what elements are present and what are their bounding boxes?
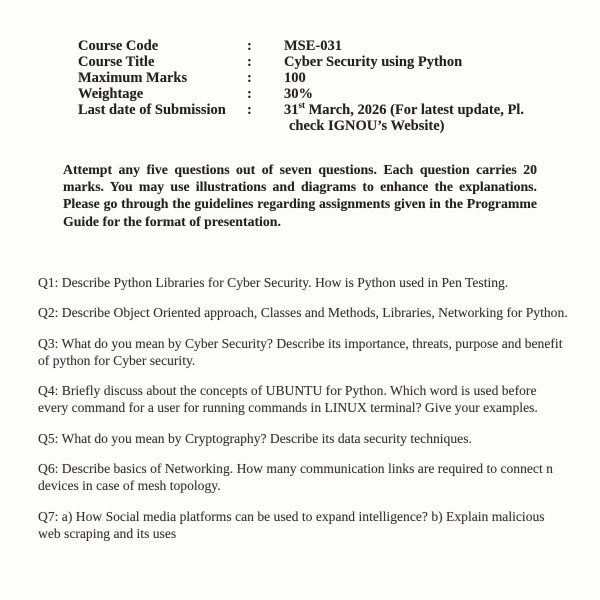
question-6: Q6: Describe basics of Networking. How many communication links are required to connect n devices in case of mesh topology.: [38, 461, 553, 494]
question-4: Q4: Briefly discuss about the concepts of UBUNTU for Python. Which word is used before every command for a user for running commands in LINUX terminal? Give your examples.: [38, 383, 538, 416]
submission-date-value: [284, 102, 558, 134]
weightage-label: Weightage: [78, 86, 144, 102]
course-info-block: [78, 38, 558, 134]
weightage-value: 30%: [284, 86, 313, 102]
submission-date-day: 31: [284, 102, 299, 118]
course-title-label: Course Title: [78, 54, 155, 70]
separator-colon: :: [247, 86, 252, 102]
maximum-marks-label: Maximum Marks: [78, 70, 188, 86]
question-1: Q1: Describe Python Libraries for Cyber Security. How is Python used in Pen Testing.: [38, 275, 509, 290]
course-info-row: [78, 70, 558, 86]
instructions-paragraph: Attempt any five questions out of seven questions. Each question carries 20 marks. You may use illustrations and diagrams to enhance the explanations. Please go through the guidelines regarding assignments given in the Programme Guide for the format of presentation.: [63, 162, 537, 229]
submission-date-ordinal: st: [298, 100, 305, 111]
question-7: Q7: a) How Social media platforms can be used to expand intelligence? b) Explain malicious web scraping and its uses: [38, 508, 545, 541]
question-5: Q5: What do you mean by Cryptography? Describe its data security techniques.: [38, 430, 472, 446]
course-title-value: Cyber Security using Python: [284, 54, 463, 70]
submission-date-rest: March, 2026 (For latest update, Pl.: [305, 102, 524, 118]
question-3: Q3: What do you mean by Cyber Security? Describe its importance, threats, purpose and benefit of python for Cyber security.: [38, 335, 563, 368]
separator-colon: :: [247, 54, 252, 70]
submission-date-label: Last date of Submission: [78, 102, 226, 118]
course-info-row: [78, 38, 558, 54]
course-code-value: MSE-031: [284, 38, 342, 54]
course-code-label: Course Code: [78, 38, 159, 54]
separator-colon: :: [247, 70, 252, 86]
separator-colon: :: [247, 102, 252, 118]
maximum-marks-value: 100: [284, 70, 306, 86]
course-info-row: [78, 102, 558, 134]
submission-date-note: check IGNOU’s Website): [289, 118, 445, 134]
separator-colon: :: [247, 38, 252, 54]
course-info-row: [78, 86, 558, 102]
question-2: Q2: Describe Object Oriented approach, Classes and Methods, Libraries, Networking for Python.: [38, 305, 568, 321]
course-info-row: [78, 54, 558, 70]
questions-list: [38, 274, 568, 555]
